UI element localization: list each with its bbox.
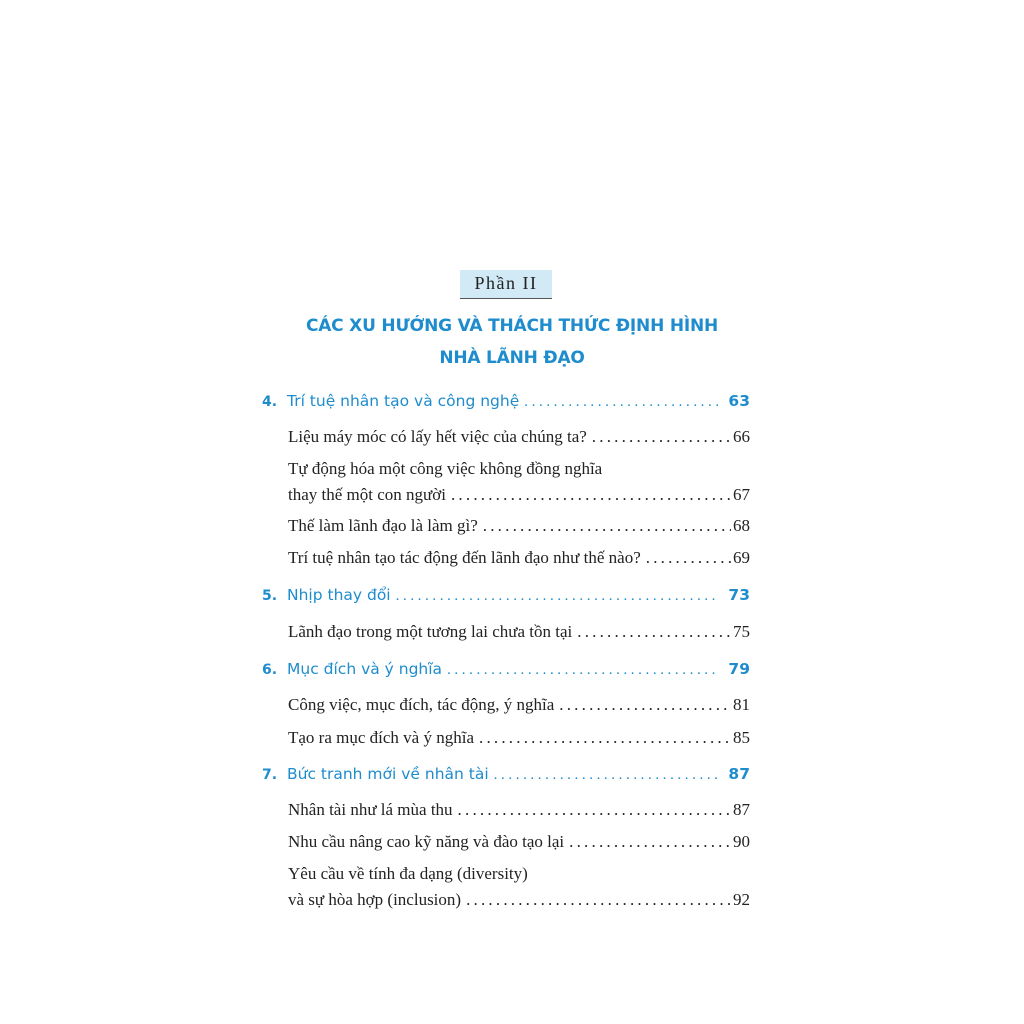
- toc-section[interactable]: [288, 427, 750, 447]
- chapter-page-number: 73: [728, 586, 750, 604]
- toc-section[interactable]: [288, 548, 750, 568]
- section-page-number: 68: [733, 516, 750, 535]
- section-page-number: 92: [733, 890, 750, 909]
- dot-leader: [494, 767, 719, 784]
- chapter-title: Bức tranh mới về nhân tài: [287, 765, 489, 783]
- dot-leader: [592, 427, 731, 447]
- section-page-number: 81: [733, 695, 750, 714]
- part-label: Phần II: [460, 270, 552, 299]
- dot-leader: [466, 890, 731, 910]
- dot-leader: [569, 832, 731, 852]
- section-title-line1: Yêu cầu về tính đa dạng (diversity): [288, 864, 528, 883]
- section-title: Trí tuệ nhân tạo tác động đến lãnh đạo như thế nào?: [288, 548, 641, 567]
- section-title: Nhu cầu nâng cao kỹ năng và đào tạo lại: [288, 832, 565, 851]
- dot-leader: [646, 548, 731, 568]
- chapter-page-number: 63: [728, 392, 750, 410]
- section-page-number: 75: [733, 622, 750, 641]
- chapter-number: 6.: [262, 662, 278, 678]
- section-title: Thế làm lãnh đạo là làm gì?: [288, 516, 478, 535]
- chapter-number: 4.: [262, 394, 278, 410]
- part-title-line1: CÁC XU HƯỚNG VÀ THÁCH THỨC ĐỊNH HÌNH: [305, 316, 719, 336]
- section-page-number: 66: [733, 427, 750, 446]
- toc-section[interactable]: [288, 516, 750, 536]
- section-page-number: 85: [733, 728, 750, 747]
- section-title-line1: Tự động hóa một công việc không đồng nghĩa: [288, 459, 603, 478]
- section-title: và sự hòa hợp (inclusion): [288, 890, 462, 909]
- toc-chapter-5[interactable]: [262, 586, 750, 605]
- dot-leader: [483, 516, 731, 536]
- toc-section[interactable]: [288, 728, 750, 748]
- chapter-number: 5.: [262, 588, 278, 604]
- toc-section[interactable]: [288, 485, 750, 505]
- section-page-number: 90: [733, 832, 750, 851]
- dot-leader: [559, 695, 731, 715]
- section-title: Nhân tài như lá mùa thu: [288, 800, 453, 819]
- toc-section[interactable]: [288, 622, 750, 642]
- toc-chapter-7[interactable]: [262, 765, 750, 784]
- chapter-page-number: 87: [728, 765, 750, 783]
- toc-section[interactable]: [288, 890, 750, 910]
- toc-section[interactable]: [288, 832, 750, 852]
- section-title: Tạo ra mục đích và ý nghĩa: [288, 728, 474, 747]
- dot-leader: [396, 588, 719, 605]
- dot-leader: [447, 662, 718, 679]
- toc-chapter-4[interactable]: [262, 392, 750, 411]
- section-page-number: 69: [733, 548, 750, 567]
- part-title-line2: NHÀ LÃNH ĐẠO: [439, 348, 585, 368]
- dot-leader: [458, 800, 731, 820]
- chapter-title: Mục đích và ý nghĩa: [287, 660, 443, 678]
- toc-section[interactable]: [288, 800, 750, 820]
- chapter-number: 7.: [262, 767, 278, 783]
- section-title: Lãnh đạo trong một tương lai chưa tồn tại: [288, 622, 573, 641]
- section-page-number: 87: [733, 800, 750, 819]
- chapter-page-number: 79: [728, 660, 750, 678]
- section-page-number: 67: [733, 485, 750, 504]
- dot-leader: [479, 728, 731, 748]
- section-title: thay thế một con người: [288, 485, 446, 504]
- section-title: Công việc, mục đích, tác động, ý nghĩa: [288, 695, 555, 714]
- chapter-title: Trí tuệ nhân tạo và công nghệ: [287, 392, 520, 410]
- chapter-title: Nhịp thay đổi: [287, 586, 391, 604]
- section-title: Liệu máy móc có lấy hết việc của chúng ta?: [288, 427, 587, 446]
- dot-leader: [577, 622, 731, 642]
- toc-chapter-6[interactable]: [262, 660, 750, 679]
- dot-leader: [524, 394, 718, 411]
- toc-section[interactable]: [288, 695, 750, 715]
- dot-leader: [451, 485, 731, 505]
